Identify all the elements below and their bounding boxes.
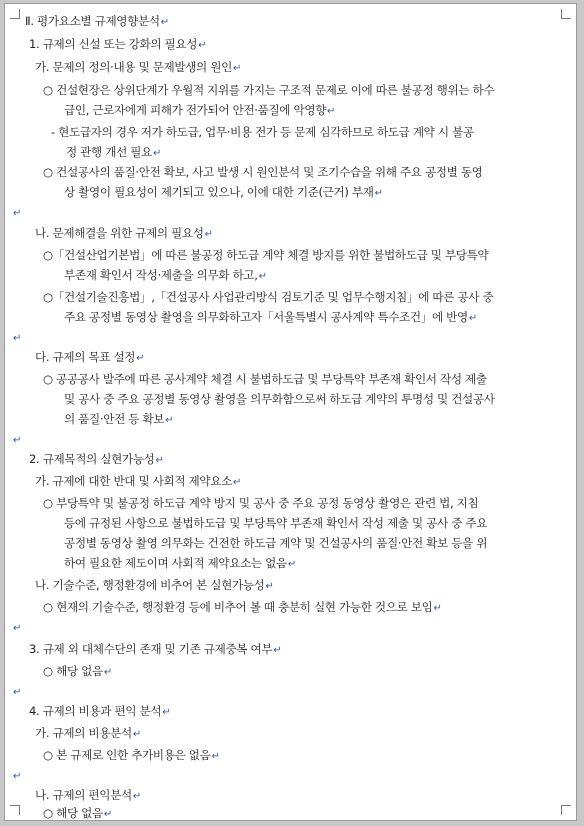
sec2-a-bullet1-line2: 등에 규정된 사항으로 불법하도급 및 부당특약 부존재 확인서 작성 제출 및 공사 중 주요	[64, 516, 488, 530]
sec1-title: 1. 규제의 신설 또는 강화의 필요성↵	[29, 37, 207, 51]
sec4-a-title: 가. 규제의 비용분석↵	[35, 726, 141, 740]
sec1-c-title: 다. 규제의 목표 설정↵	[35, 350, 145, 364]
sec1-c-bullet1-line3: 의 품질·안전 등 확보↵	[64, 412, 174, 426]
empty-paragraph: ↵	[13, 333, 22, 344]
sec4-b-title: 나. 규제의 편익분석↵	[35, 788, 141, 802]
crop-mark-top-left	[10, 9, 20, 19]
sec1-a-title: 가. 문제의 정의·내용 및 문제발생의 원인↵	[35, 60, 241, 74]
sec2-a-title: 가. 규제에 대한 반대 및 사회적 제약요소↵	[35, 474, 241, 488]
crop-mark-bottom-left	[10, 805, 20, 815]
sec2-title: 2. 규제목적의 실현가능성↵	[29, 452, 164, 466]
sec2-a-bullet1-line3: 공정별 동영상 촬영 의무화는 건전한 하도급 계약 및 건설공사의 품질·안전 확보 등을 위	[64, 536, 488, 550]
sec1-a-bullet1-line1: ○ 건설현장은 상위단계가 우월적 지위를 가지는 구조적 문제로 이에 따른 불공정 행위는 하수	[43, 83, 495, 97]
empty-paragraph: ↵	[13, 435, 22, 446]
sec1-b-bullet2-line2: 주요 공정별 동영상 촬영을 의무화하고자「서울특별시 공사계약 특수조건」에 반영↵	[64, 310, 477, 324]
sec4-b-bullet1: ○ 해당 없음↵	[43, 806, 112, 820]
sec1-c-bullet1-line1: ○ 공공공사 발주에 따른 공사계약 체결 시 불법하도급 및 부당특약 부존재 확인서 작성 제출	[43, 372, 487, 386]
sec1-a-bullet2-line1: ○ 건설공사의 품질·안전 확보, 사고 발생 시 원인분석 및 조기수습을 위해 주요 공정별 동영	[43, 165, 483, 179]
sec3-title: 3. 규제 외 대체수단의 존재 및 기존 규제중복 여부↵	[29, 642, 282, 656]
section-heading: Ⅱ. 평가요소별 규제영향분석↵	[25, 14, 169, 28]
sec1-a-dash1-line2: 정 관행 개선 필요↵	[66, 145, 161, 159]
sec1-c-bullet1-line2: 및 공사 중 주요 공정별 동영상 촬영을 의무화함으로써 하도급 계약의 투명성 및 건설공사	[64, 392, 495, 406]
sec1-b-bullet1-line1: ○「건설산업기본법」에 따른 불공정 하도급 계약 체결 방지를 위한 불법하도급 및 부당특약	[43, 248, 489, 262]
sec1-b-bullet1-line2: 부존재 확인서 작성·제출을 의무화 하고,↵	[64, 268, 267, 282]
sec2-a-bullet1-line1: ○ 부당특약 및 불공정 하도급 계약 방지 및 공사 중 주요 공정 동영상 촬영은 관련 법, 지침	[43, 496, 479, 510]
sec2-b-bullet1: ○ 현재의 기술수준, 행정환경 등에 비추어 볼 때 충분히 실현 가능한 것으로 보임↵	[43, 600, 442, 614]
crop-mark-bottom-right	[561, 805, 571, 815]
sec2-b-title: 나. 기술수준, 행정환경에 비추어 본 실현가능성↵	[35, 578, 274, 592]
sec1-a-bullet1-line2: 급인, 근로자에게 피해가 전가되어 안전·품질에 악영향↵	[64, 103, 336, 117]
sec1-b-bullet2-line1: ○「건설기술진흥법」,「건설공사 사업관리방식 검토기준 및 업무수행지침」에 따른 공사 중	[43, 290, 494, 304]
empty-paragraph: ↵	[13, 208, 22, 219]
sec4-title: 4. 규제의 비용과 편익 분석↵	[29, 704, 171, 718]
empty-paragraph: ↵	[13, 623, 22, 634]
empty-paragraph: ↵	[13, 771, 22, 782]
sec2-a-bullet1-line4: 하여 필요한 제도이며 사회적 제약요소는 없음↵	[64, 556, 296, 570]
sec1-b-title: 나. 문제해결을 위한 규제의 필요성↵	[35, 226, 213, 240]
crop-mark-top-right	[561, 9, 571, 19]
sec1-a-bullet2-line2: 상 촬영이 필요성이 제기되고 있으나, 이에 대한 기준(근거) 부재↵	[64, 185, 383, 199]
document-page	[4, 3, 577, 821]
sec3-bullet1: ○ 해당 없음↵	[43, 664, 112, 678]
sec1-a-dash1-line1: - 현도급자의 경우 저가 하도급, 업무·비용 전가 등 문제 심각하므로 하도급 계약 시 불공	[51, 125, 474, 139]
empty-paragraph: ↵	[13, 687, 22, 698]
sec4-a-bullet1: ○ 본 규제로 인한 추가비용은 없음↵	[43, 748, 220, 762]
